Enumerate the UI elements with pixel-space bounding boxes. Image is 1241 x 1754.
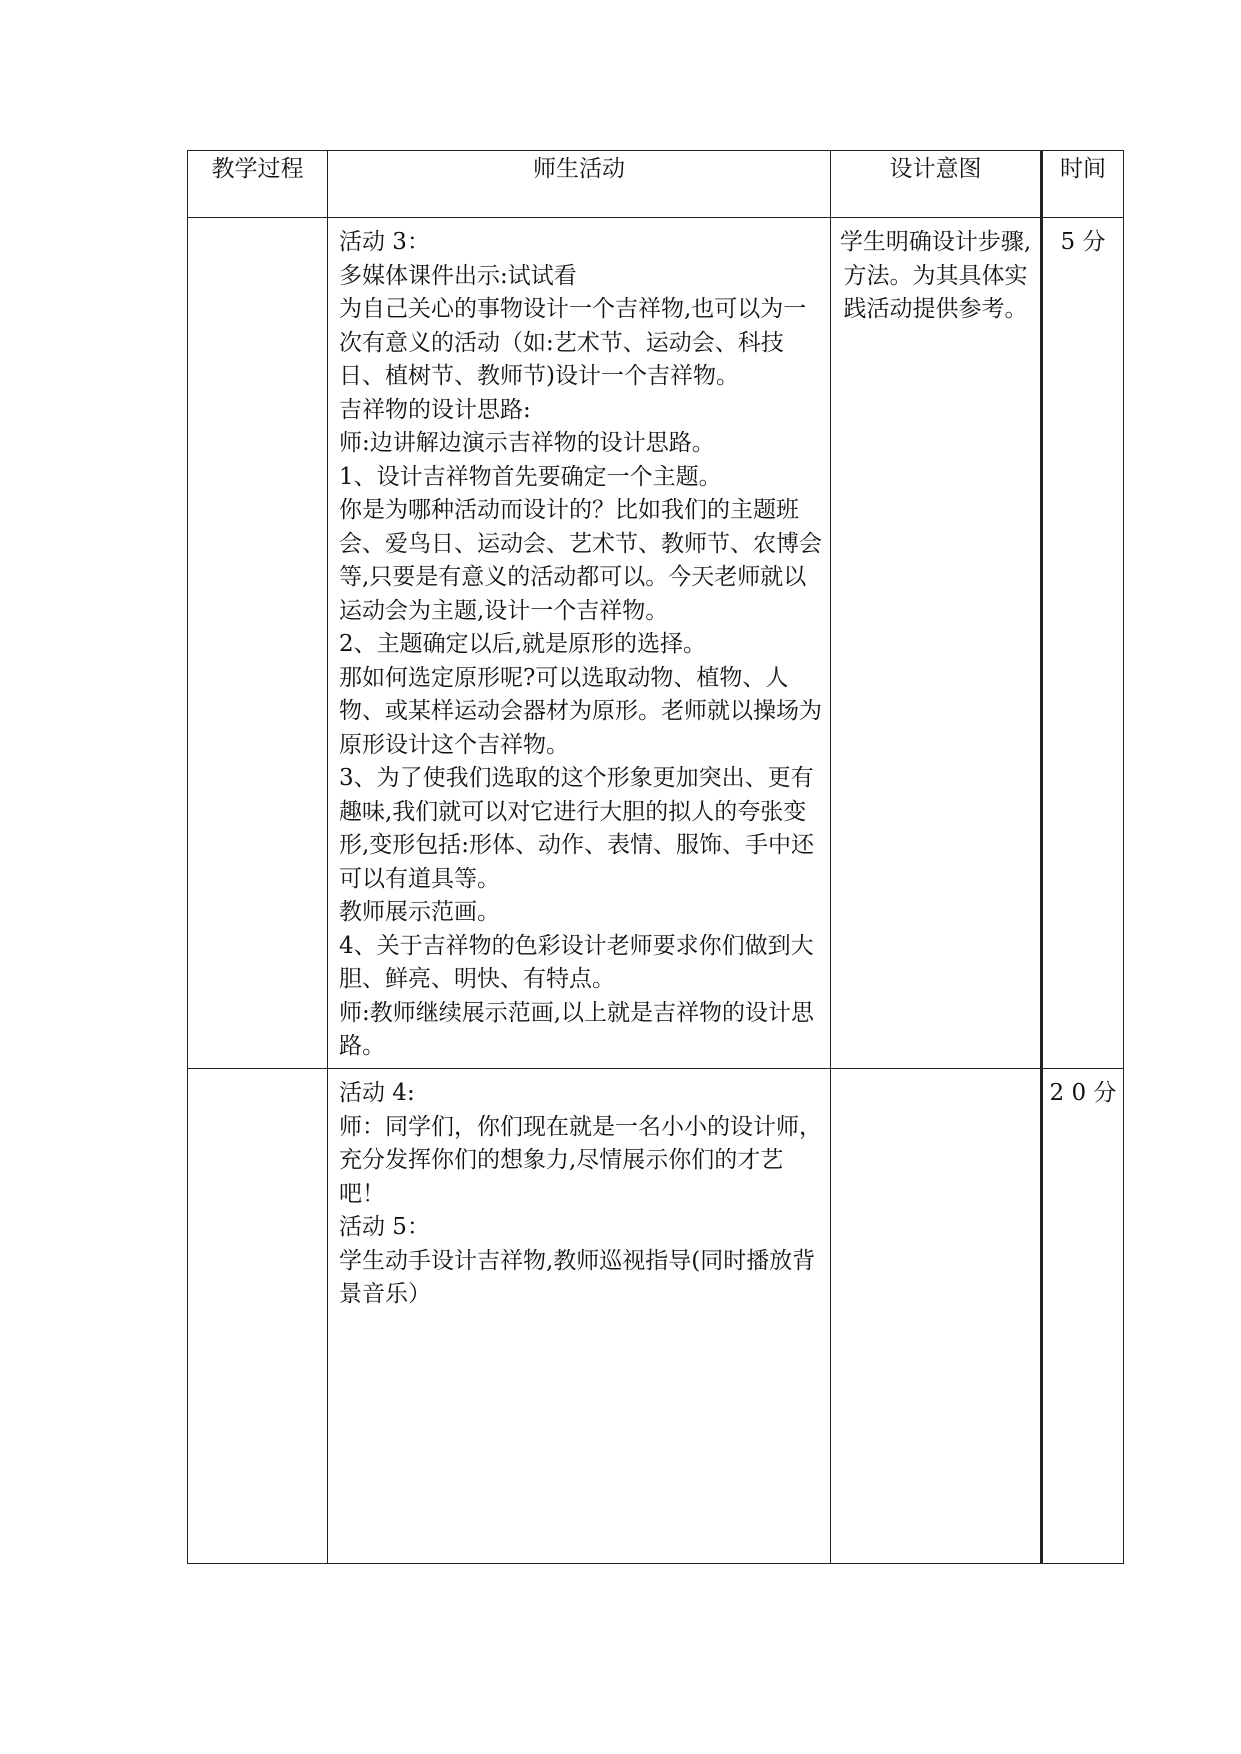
activity-line: 活动 3：	[339, 229, 430, 255]
activity-line: 你是为哪种活动而设计的？比如我们的主题班会、爱鸟日、运动会、艺术节、教师节、农博会等,只要是有意义的活动都可以。今天老师就以运动会为主题,设计一个吉祥物。	[339, 497, 822, 624]
activity-line: 吉祥物的设计思路:	[339, 396, 531, 423]
activity-line: 活动 4:	[339, 1080, 415, 1106]
activity-line: 教师展示范画。	[339, 899, 500, 925]
activity-line: 师:边讲解边演示吉祥物的设计思路。	[339, 430, 715, 456]
intent-cell: 学生明确设计步骤,方法。为其具体实践活动提供参考。	[831, 218, 1042, 1069]
activity-line: 2、主题确定以后,就是原形的选择。	[339, 631, 706, 657]
process-cell	[188, 218, 328, 1069]
time-cell: 5 分	[1042, 218, 1124, 1069]
activity-line: 学生动手设计吉祥物,教师巡视指导(同时播放背景音乐）	[339, 1247, 816, 1307]
activity-line: 为自己关心的事物设计一个吉祥物,也可以为一次有意义的活动（如:艺术节、运动会、科技日、植树节、教师节)设计一个吉祥物。	[339, 296, 807, 389]
header-process: 教学过程	[188, 151, 328, 218]
header-row	[188, 151, 1124, 218]
activity-line: 3、为了使我们选取的这个形象更加突出、更有趣味,我们就可以对它进行大胆的拟人的夸张变形,变形包括:形体、动作、表情、服饰、手中还可以有道具等。	[339, 765, 815, 892]
header-activity: 师生活动	[328, 151, 831, 218]
time-cell: 2 0 分	[1042, 1069, 1124, 1564]
intent-cell	[831, 1069, 1042, 1564]
activity-line: 师:教师继续展示范画,以上就是吉祥物的设计思路。	[339, 999, 815, 1059]
activity-line: 4、关于吉祥物的色彩设计老师要求你们做到大胆、鲜亮、明快、有特点。	[339, 932, 814, 992]
table-row	[188, 1069, 1124, 1564]
table-row	[188, 218, 1124, 1069]
process-cell	[188, 1069, 328, 1564]
lesson-plan-table	[187, 150, 1124, 1564]
header-intent: 设计意图	[831, 151, 1042, 218]
header-time: 时间	[1042, 151, 1124, 218]
activity-line: 师：同学们，你们现在就是一名小小的设计师，充分发挥你们的想象力,尽情展示你们的才艺吧！	[339, 1113, 822, 1207]
activity-cell	[328, 1069, 831, 1564]
activity-line: 那如何选定原形呢?可以选取动物、植物、人物、或某样运动会器材为原形。老师就以操场为原形设计这个吉祥物。	[339, 664, 822, 758]
activity-cell	[328, 218, 831, 1069]
activity-line: 多媒体课件出示:试试看	[339, 262, 577, 289]
activity-line: 1、设计吉祥物首先要确定一个主题。	[339, 463, 722, 490]
activity-line: 活动 5：	[339, 1214, 430, 1240]
